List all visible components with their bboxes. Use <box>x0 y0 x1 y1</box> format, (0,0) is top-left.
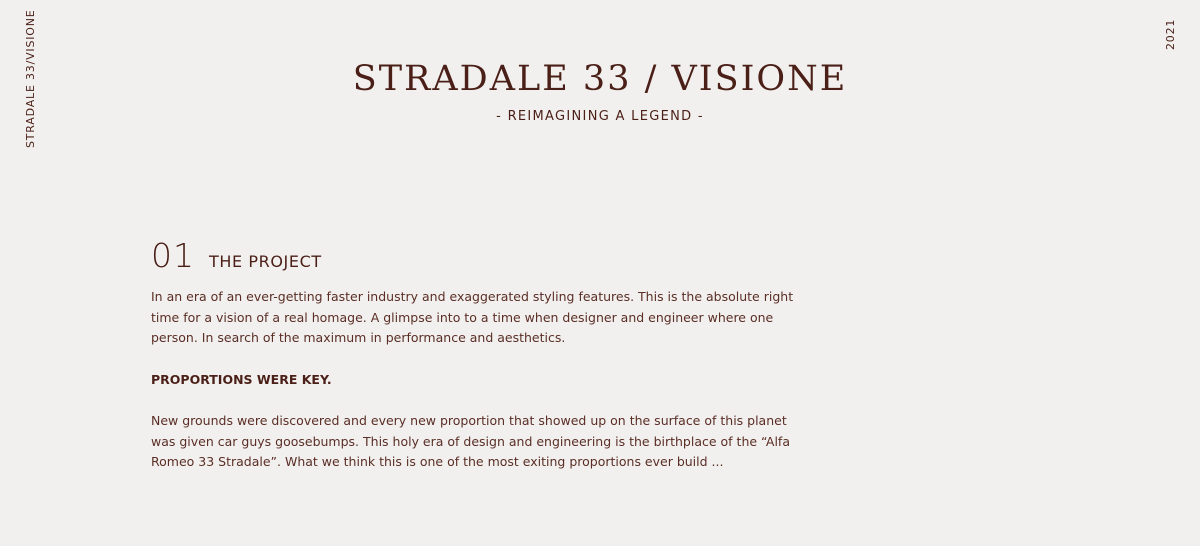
project-vertical-label: STRADALE 33/VISIONE <box>24 9 37 148</box>
section-heading <box>151 238 811 274</box>
emphasis-heading: PROPORTIONS WERE KEY. <box>151 371 332 387</box>
intro-paragraph: In an era of an ever-getting faster industry and exaggerated styling features. This is the absolute right time for a vision of a real homage. A glimpse into to a time when designer and engineer where one person. In search of the maximum in performance and aesthetics. <box>151 289 794 345</box>
page-title: STRADALE 33 / VISIONE <box>352 59 848 99</box>
side-label-right <box>1164 18 1178 50</box>
project-section <box>151 238 811 473</box>
page-header <box>0 58 1200 126</box>
section-number: 01 <box>151 236 195 275</box>
year-vertical-label: 2021 <box>1164 18 1177 50</box>
section-title: THE PROJECT <box>209 252 322 271</box>
page-subtitle: - REIMAGINING A LEGEND - <box>496 109 704 124</box>
body-paragraph: New grounds were discovered and every new proportion that showed up on the surface of this planet was given car guys goosebumps. This holy era of design and engineering is the birthplace of the “Alfa Romeo 33 Stradale”. What we think this is one of the most exiting proportions ever build ... <box>151 413 790 469</box>
